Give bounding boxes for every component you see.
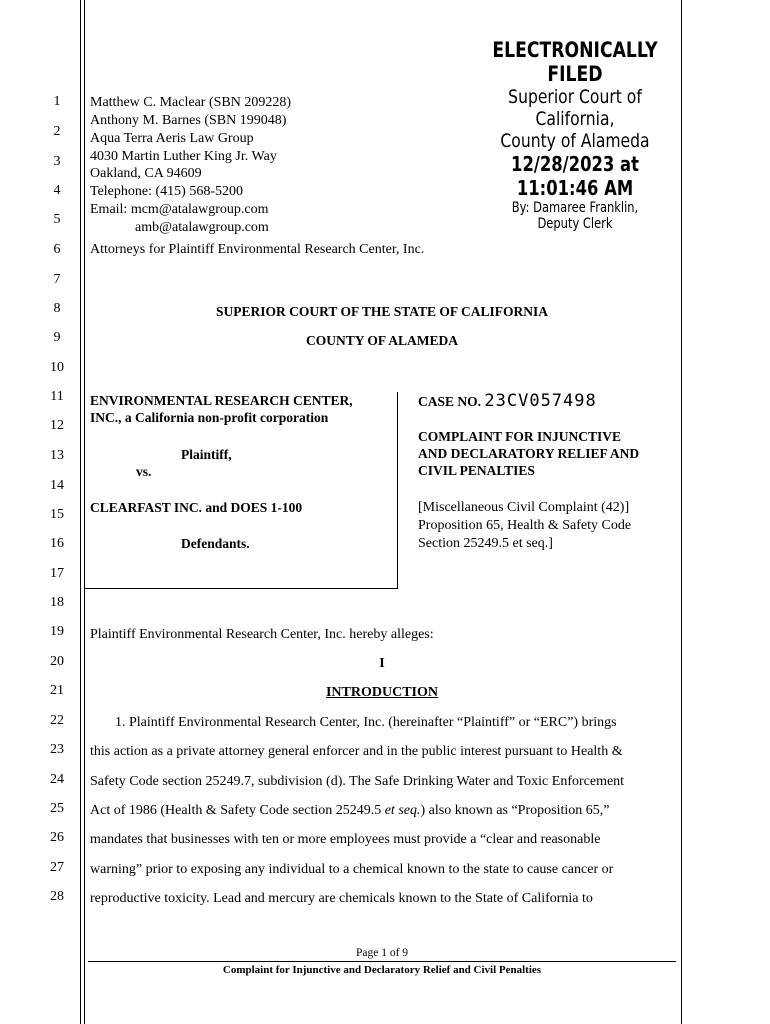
stamp-role: Deputy Clerk: [537, 216, 613, 232]
footer-rule: [88, 961, 676, 962]
line-number: 3: [53, 154, 61, 169]
complaint-title-line-2: AND DECLARATORY RELIEF AND: [418, 446, 640, 461]
defendant-name: CLEARFAST INC. and DOES 1-100: [90, 500, 303, 515]
line-number: 8: [53, 301, 61, 316]
line-number: 19: [50, 624, 64, 639]
line-number: 12: [50, 418, 64, 433]
attorney-name-1: Matthew C. Maclear (SBN 209228): [90, 95, 292, 110]
firm-email-1: Email: mcm@atalawgroup.com: [90, 202, 269, 217]
line-number: 28: [50, 889, 64, 904]
case-number-row: [418, 392, 597, 411]
left-margin-rule-outer: [80, 0, 81, 1024]
stamp-datetime: 12/28/2023 at 11:01:46 AM: [511, 152, 639, 200]
case-number-label: CASE NO.: [418, 394, 482, 409]
attorneys-for: Attorneys for Plaintiff Environmental Research Center, Inc.: [90, 242, 425, 257]
misc-complaint-line-3: Section 25249.5 et seq.]: [418, 536, 553, 551]
versus-label: vs.: [136, 464, 152, 479]
line-number: 7: [53, 272, 61, 287]
case-number-value: 23CV057498: [484, 391, 597, 411]
misc-complaint-line-2: Proposition 65, Health & Safety Code: [418, 518, 632, 533]
page-number: Page 1 of 9: [355, 947, 409, 959]
line-number: 26: [50, 830, 64, 845]
line-number: 5: [53, 212, 61, 227]
line-number: 21: [50, 683, 64, 698]
alleges-statement: Plaintiff Environmental Research Center, Inc. hereby alleges:: [90, 627, 434, 642]
stamp-court: Superior Court of California,: [508, 86, 642, 130]
section-title: INTRODUCTION: [325, 685, 438, 700]
line-number: 15: [50, 507, 64, 522]
paragraph-line: 1. Plaintiff Environmental Research Center, Inc. (hereinafter “Plaintiff” or “ERC”) brings: [115, 715, 617, 730]
line-number: 16: [50, 536, 64, 551]
paragraph-italic: et seq.: [384, 803, 421, 818]
complaint-title-line-1: COMPLAINT FOR INJUNCTIVE: [418, 429, 622, 444]
complaint-title-line-3: CIVIL PENALTIES: [418, 463, 535, 478]
line-number: 13: [50, 448, 64, 463]
line-number: 4: [53, 183, 61, 198]
stamp-title: ELECTRONICALLY FILED: [492, 38, 658, 86]
line-number: 9: [53, 330, 61, 345]
plaintiff-name-line-2: INC., a California non-profit corporation: [90, 410, 329, 425]
court-name: SUPERIOR COURT OF THE STATE OF CALIFORNIA: [215, 304, 549, 319]
paragraph-line: warning” prior to exposing any individual to a chemical known to the state to cause cancer or: [90, 862, 614, 877]
plaintiff-role: Plaintiff,: [181, 447, 232, 462]
paragraph-line: reproductive toxicity. Lead and mercury are chemicals known to the State of California to: [90, 891, 593, 906]
paragraph-line: Safety Code section 25249.7, subdivision (d). The Safe Drinking Water and Toxic Enforcement: [90, 774, 625, 789]
line-number: 1: [53, 94, 61, 109]
law-firm-name: Aqua Terra Aeris Law Group: [90, 131, 254, 146]
stamp-county: County of Alameda: [500, 130, 650, 152]
firm-telephone: Telephone: (415) 568-5200: [90, 184, 243, 199]
attorney-name-2: Anthony M. Barnes (SBN 199048): [90, 113, 287, 128]
footer-title: Complaint for Injunctive and Declaratory Relief and Civil Penalties: [222, 964, 542, 976]
line-number: 14: [50, 478, 64, 493]
court-county: COUNTY OF ALAMEDA: [305, 333, 458, 348]
paragraph-text: Act of 1986 (Health & Safety Code section 25249.5: [90, 803, 385, 818]
right-margin-rule: [681, 0, 682, 1024]
line-number: 11: [50, 389, 64, 404]
paragraph-text: ) also known as “Proposition 65,”: [420, 803, 610, 818]
electronic-filing-stamp: [489, 38, 661, 232]
stamp-by: By: Damaree Franklin,: [511, 200, 639, 216]
line-number: 18: [50, 595, 64, 610]
line-number: 20: [50, 654, 64, 669]
line-number: 10: [50, 360, 64, 375]
paragraph-line: this action as a private attorney general enforcer and in the public interest pursuant to Health &: [90, 744, 623, 759]
defendant-role: Defendants.: [181, 536, 250, 551]
misc-complaint-line-1: [Miscellaneous Civil Complaint (42)]: [418, 500, 630, 515]
paragraph-line: mandates that businesses with ten or more employees must provide a “clear and reasonable: [90, 832, 601, 847]
line-number: 27: [50, 860, 64, 875]
line-number: 22: [50, 713, 64, 728]
line-number: 17: [50, 566, 64, 581]
line-number: 23: [50, 742, 64, 757]
paragraph-line: [90, 802, 609, 820]
plaintiff-name-line-1: ENVIRONMENTAL RESEARCH CENTER,: [90, 393, 353, 408]
line-number: 25: [50, 801, 64, 816]
firm-address-street: 4030 Martin Luther King Jr. Way: [90, 149, 277, 164]
line-number: 24: [50, 772, 64, 787]
line-number: 6: [53, 242, 61, 257]
firm-email-2: amb@atalawgroup.com: [135, 220, 269, 235]
line-number: 2: [53, 124, 61, 139]
firm-address-city: Oakland, CA 94609: [90, 166, 202, 181]
section-number: I: [379, 656, 385, 671]
